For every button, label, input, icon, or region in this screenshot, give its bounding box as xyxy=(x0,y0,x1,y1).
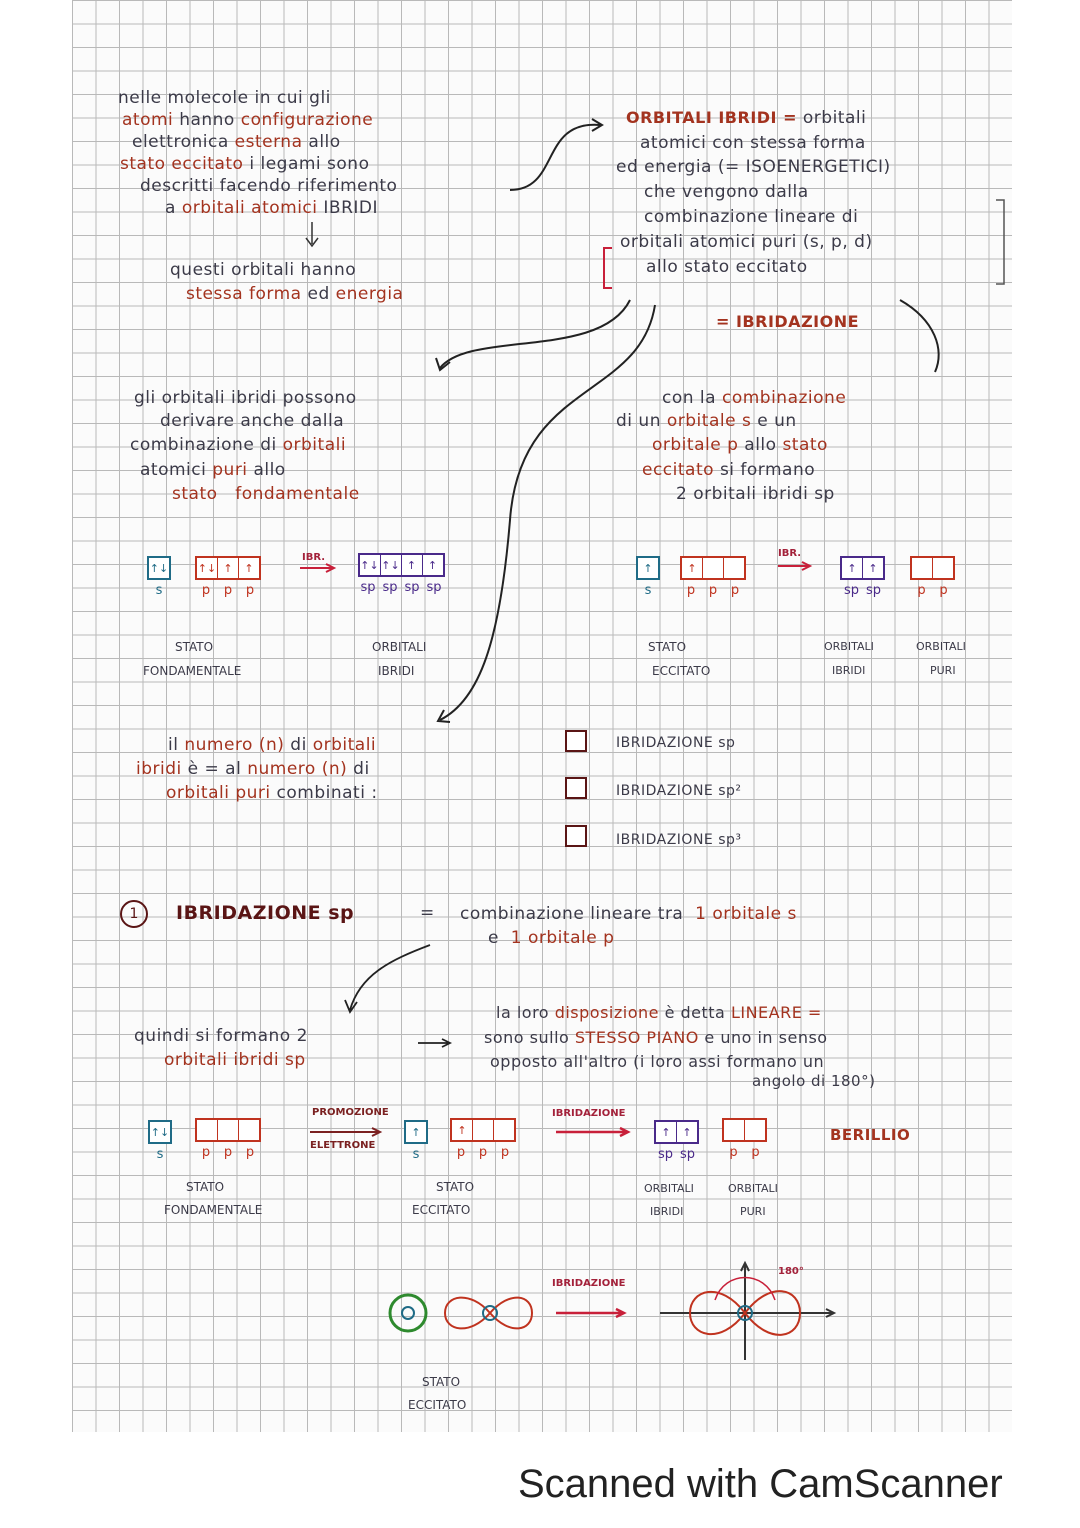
fundamental-line: atomici puri allo xyxy=(140,460,286,480)
orbital-boxes xyxy=(654,1120,699,1144)
scanner-watermark: Scanned with CamScanner xyxy=(518,1462,1003,1506)
orbital-label: p xyxy=(730,583,740,598)
fundamental-line: derivare anche dalla xyxy=(160,411,345,431)
orbital-boxes xyxy=(450,1118,516,1142)
orbital-box: ↑ xyxy=(643,561,653,575)
orbital-box: ↑ xyxy=(244,561,254,575)
intro-line: a orbitali atomici IBRIDI xyxy=(165,198,379,218)
arrow-label: IBRIDAZIONE xyxy=(552,1108,626,1119)
arrow-label: IBRIDAZIONE xyxy=(552,1278,626,1289)
arrow-label: IBR. xyxy=(778,548,802,559)
orbital-box xyxy=(703,558,724,578)
checklist-label: IBRIDAZIONE sp xyxy=(616,735,736,751)
caption: IBRIDI xyxy=(378,664,415,678)
orbital-box: ↑ xyxy=(452,1120,473,1140)
definition-line: che vengono dalla xyxy=(644,182,809,202)
orbital-label: p xyxy=(245,1145,255,1160)
orbital-p xyxy=(195,1118,261,1160)
definition-line: combinazione lineare di xyxy=(644,207,859,227)
definition-line: ed energia (= ISOENERGETICI) xyxy=(616,157,891,177)
orbital-s xyxy=(147,556,171,598)
orbital-label: p xyxy=(478,1145,488,1160)
orbital-box: ↑↓ xyxy=(360,555,381,575)
orbital-box: ↑ xyxy=(411,1125,421,1139)
orbital-box: ↑ xyxy=(218,558,239,578)
result-line: quindi si formano 2 xyxy=(134,1026,308,1046)
orbital-box xyxy=(912,558,933,578)
orbital-boxes xyxy=(722,1118,767,1142)
orbital-boxes xyxy=(910,556,955,580)
caption: IBRIDI xyxy=(832,664,866,677)
orbital-box xyxy=(724,1120,745,1140)
intro-line: descritti facendo riferimento xyxy=(140,176,398,196)
intro-line: elettronica esterna allo xyxy=(132,132,341,152)
orbital-boxes xyxy=(636,556,660,580)
orbital-p xyxy=(450,1118,516,1160)
caption: ORBITALI xyxy=(644,1182,694,1195)
orbital-boxes xyxy=(840,556,885,580)
orbital-label: s xyxy=(644,583,652,598)
caption: STATO xyxy=(422,1375,461,1389)
orbital-boxes xyxy=(195,1118,261,1142)
arrow-label: ELETTRONE xyxy=(310,1140,376,1151)
caption: ORBITALI xyxy=(728,1182,778,1195)
orbital-box xyxy=(218,1120,239,1140)
definition-line: allo stato eccitato xyxy=(646,257,808,277)
arrow-label: IBR. xyxy=(302,552,326,563)
orbital-box: ↑↓ xyxy=(150,1125,170,1139)
orbital-label: sp xyxy=(843,583,860,598)
checkbox[interactable] xyxy=(565,777,587,799)
rule-line: ibridi è = al numero (n) di xyxy=(136,759,370,779)
section-number: 1 xyxy=(120,900,148,928)
caption: ECCITATO xyxy=(652,664,711,678)
orbital-boxes xyxy=(148,1120,172,1144)
orbital-label: sp xyxy=(404,580,420,595)
orbital-box: ↑↓ xyxy=(149,561,169,575)
orbital-box: ↑ xyxy=(402,555,423,575)
ibridazione-result: = IBRIDAZIONE xyxy=(716,312,860,331)
section-line: combinazione lineare tra 1 orbitale s xyxy=(460,904,797,924)
orbital-box xyxy=(197,1120,218,1140)
result-line: sono sullo STESSO PIANO e uno in senso xyxy=(484,1028,828,1047)
orbital-box: ↑ xyxy=(656,1122,677,1142)
excited-line: con la combinazione xyxy=(662,388,847,408)
orbital-box: ↑ xyxy=(868,561,878,575)
checklist-label: IBRIDAZIONE sp² xyxy=(616,783,742,799)
equals: = xyxy=(420,903,435,923)
orbital-box: ↑ xyxy=(842,558,863,578)
orbital-s xyxy=(404,1120,428,1162)
orbital-label: p xyxy=(939,583,948,598)
rule-line: orbitali puri combinati : xyxy=(166,783,378,803)
orbital-label: p xyxy=(223,1145,233,1160)
definition-line: ORBITALI IBRIDI = orbitali xyxy=(626,108,867,128)
caption: ORBITALI xyxy=(824,640,874,653)
intro-line: nelle molecole in cui gli xyxy=(118,88,331,108)
orbital-boxes xyxy=(680,556,746,580)
excited-line: orbitale p allo stato xyxy=(652,435,828,455)
angle-label: 180° xyxy=(778,1266,804,1277)
checklist-label: IBRIDAZIONE sp³ xyxy=(616,832,742,848)
orbital-label: p xyxy=(245,583,255,598)
definition-line: orbitali atomici puri (s, p, d) xyxy=(620,232,873,252)
checkbox[interactable] xyxy=(565,825,587,847)
orbital-box xyxy=(494,1120,514,1140)
orbital-box xyxy=(239,1120,259,1140)
orbital-box: ↑ xyxy=(427,558,438,572)
orbital-boxes xyxy=(404,1120,428,1144)
orbital-s xyxy=(636,556,660,598)
excited-line: eccitato si formano xyxy=(642,460,816,480)
orbital-sp xyxy=(840,556,885,598)
intro-line: stato eccitato i legami sono xyxy=(120,154,370,174)
orbital-box: ↑ xyxy=(682,558,703,578)
orbital-label: s xyxy=(156,1147,164,1162)
orbital-box: ↑↓ xyxy=(197,558,218,578)
orbital-label: s xyxy=(412,1147,420,1162)
orbital-label: p xyxy=(201,1145,211,1160)
result-line: angolo di 180°) xyxy=(752,1072,876,1090)
orbital-label: p xyxy=(729,1145,738,1160)
orbital-box: ↑↓ xyxy=(381,555,402,575)
excited-line: di un orbitale s e un xyxy=(616,411,797,431)
excited-line: 2 orbitali ibridi sp xyxy=(676,484,835,504)
caption: PURI xyxy=(930,664,956,677)
orbital-label: sp xyxy=(865,583,882,598)
caption: FONDAMENTALE xyxy=(143,664,242,678)
fundamental-line: stato fondamentale xyxy=(172,484,360,504)
section-title: IBRIDAZIONE sp xyxy=(176,902,355,924)
orbital-label: sp xyxy=(360,580,376,595)
orbital-box xyxy=(745,1120,765,1140)
caption: STATO xyxy=(186,1180,225,1194)
result-line: opposto all'altro (i loro assi formano un xyxy=(490,1052,825,1071)
orbital-label: sp xyxy=(679,1147,696,1162)
orbital-p xyxy=(680,556,746,598)
orbital-boxes xyxy=(358,553,445,577)
orbital-label: p xyxy=(708,583,718,598)
element-name: BERILLIO xyxy=(830,1126,911,1144)
orbital-s xyxy=(148,1120,172,1162)
orbital-label: p xyxy=(917,583,926,598)
intro-line: questi orbitali hanno xyxy=(170,260,357,280)
orbital-boxes xyxy=(195,556,261,580)
caption: STATO xyxy=(175,640,214,654)
orbital-box xyxy=(933,558,953,578)
orbital-boxes xyxy=(147,556,171,580)
rule-line: il numero (n) di orbitali xyxy=(168,735,377,755)
caption: STATO xyxy=(436,1180,475,1194)
orbital-label: p xyxy=(751,1145,760,1160)
orbital-label: sp xyxy=(382,580,398,595)
fundamental-line: gli orbitali ibridi possono xyxy=(134,388,357,408)
arrow-label: PROMOZIONE xyxy=(312,1107,389,1118)
orbital-label: p xyxy=(500,1145,510,1160)
orbital-sp xyxy=(357,553,445,595)
definition-line: atomici con stessa forma xyxy=(640,133,866,153)
orbital-label: p xyxy=(456,1145,466,1160)
orbital-sp xyxy=(654,1120,699,1162)
caption: ECCITATO xyxy=(408,1398,467,1412)
section-line: e 1 orbitale p xyxy=(488,928,615,948)
orbital-label: sp xyxy=(426,580,442,595)
orbital-label: s xyxy=(155,583,163,598)
fundamental-line: combinazione di orbitali xyxy=(130,435,347,455)
result-line: orbitali ibridi sp xyxy=(164,1050,306,1070)
caption: ORBITALI xyxy=(372,640,427,654)
caption: ORBITALI xyxy=(916,640,966,653)
checkbox[interactable] xyxy=(565,730,587,752)
orbital-p xyxy=(195,556,261,598)
caption: IBRIDI xyxy=(650,1205,684,1218)
orbital-box xyxy=(724,558,744,578)
intro-line: stessa forma ed energia xyxy=(186,284,404,304)
caption: STATO xyxy=(648,640,687,654)
orbital-box xyxy=(473,1120,494,1140)
orbital-p xyxy=(910,556,955,598)
orbital-label: p xyxy=(201,583,211,598)
caption: ECCITATO xyxy=(412,1203,471,1217)
intro-line: atomi hanno configurazione xyxy=(122,110,374,130)
orbital-p xyxy=(722,1118,767,1160)
caption: PURI xyxy=(740,1205,766,1218)
result-line: la loro disposizione è detta LINEARE = xyxy=(496,1003,822,1022)
caption: FONDAMENTALE xyxy=(164,1203,263,1217)
orbital-label: sp xyxy=(657,1147,674,1162)
orbital-label: p xyxy=(686,583,696,598)
orbital-label: p xyxy=(223,583,233,598)
orbital-box: ↑ xyxy=(682,1125,692,1139)
